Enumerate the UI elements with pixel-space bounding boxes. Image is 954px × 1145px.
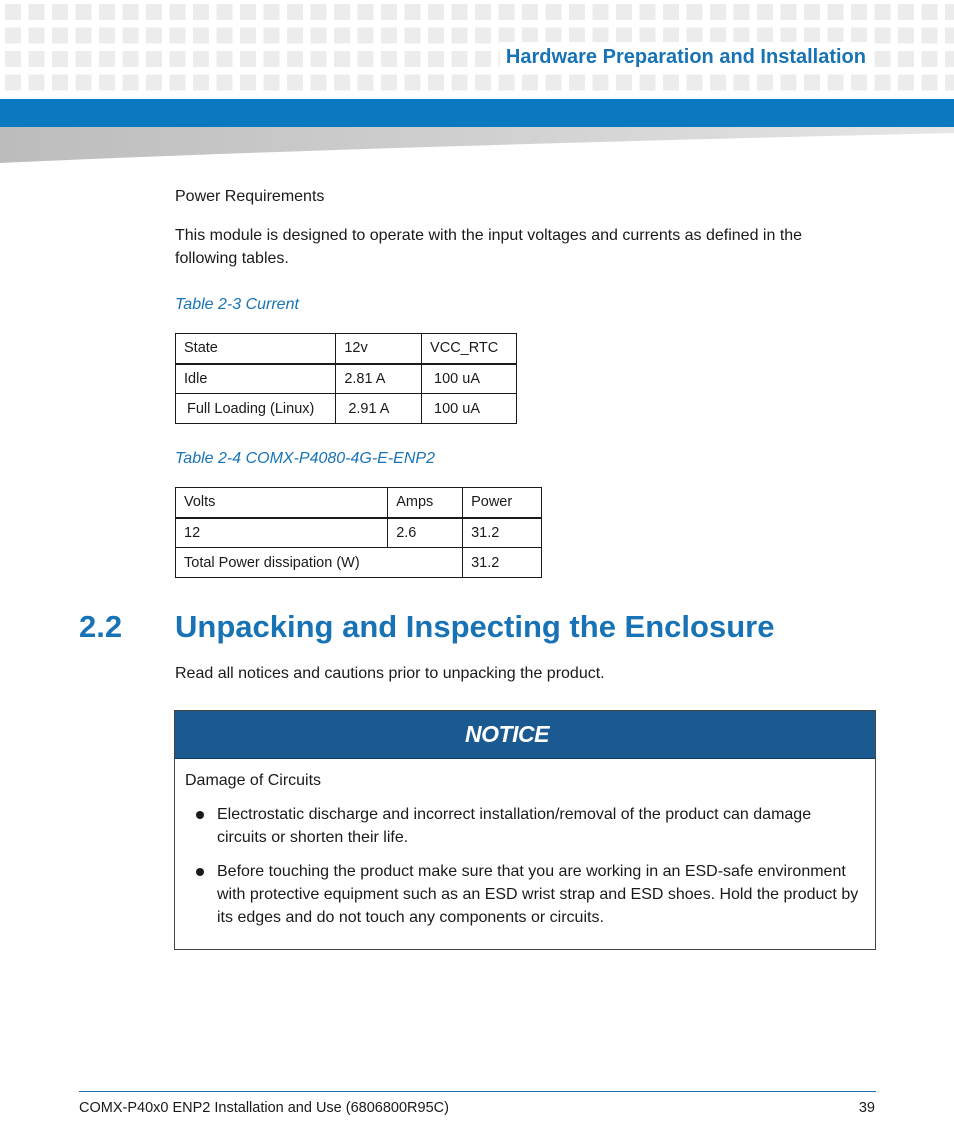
footer-page-number: 39: [858, 1100, 875, 1116]
table-current-caption: Table 2-3 Current: [175, 296, 299, 313]
table-row: [176, 488, 542, 518]
table-cell: 2.91 A: [336, 394, 422, 424]
notice-heading: Damage of Circuits: [185, 772, 322, 789]
table-header-cell: Volts: [176, 488, 388, 518]
table-header-cell: VCC_RTC: [422, 334, 517, 364]
table-cell: 31.2: [463, 518, 542, 548]
table-cell: 100 uA: [422, 364, 517, 394]
table-cell: Idle: [176, 364, 336, 394]
table-cell: 2.6: [388, 518, 463, 548]
table-power-caption: Table 2-4 COMX-P4080-4G-E-ENP2: [175, 450, 435, 467]
notice-bullet-text: Before touching the product make sure that you are working in an ESD-safe environment with protective equipment such as an ESD wrist strap and ESD shoes. Hold the product by its edges and do not touch any components or circuits.: [217, 863, 859, 926]
table-cell: 2.81 A: [336, 364, 422, 394]
header-blue-band: [0, 99, 954, 127]
table-row: [176, 518, 542, 548]
list-item: [185, 803, 865, 849]
table-row: [176, 334, 517, 364]
table-header-cell: Power: [463, 488, 542, 518]
notice-box: [174, 710, 876, 950]
table-total-label: Total Power dissipation (W): [176, 548, 463, 578]
footer-doc-title: COMX-P40x0 ENP2 Installation and Use (6806800R95C): [79, 1100, 449, 1116]
notice-header: [175, 711, 875, 759]
notice-label: NOTICE: [465, 721, 549, 747]
section-title: Unpacking and Inspecting the Enclosure: [175, 609, 775, 644]
footer-rule: [79, 1091, 876, 1092]
bullet-icon: [196, 811, 204, 819]
table-current: [175, 333, 517, 424]
table-power: [175, 487, 542, 578]
section-intro: Read all notices and cautions prior to unpacking the product.: [175, 665, 605, 682]
table-cell: 12: [176, 518, 388, 548]
power-heading: Power Requirements: [175, 188, 325, 205]
notice-bullet-text: Electrostatic discharge and incorrect installation/removal of the product can damage circuits or shorten their life.: [217, 806, 812, 846]
notice-body: [175, 759, 875, 929]
table-row: [176, 548, 542, 578]
power-intro: This module is designed to operate with the input voltages and currents as defined in the following tables.: [175, 227, 803, 267]
header-grey-swoosh: [0, 127, 954, 163]
table-cell: Full Loading (Linux): [176, 394, 336, 424]
section-number: 2.2: [79, 609, 123, 644]
table-header-cell: Amps: [388, 488, 463, 518]
table-cell: 100 uA: [422, 394, 517, 424]
table-row: [176, 364, 517, 394]
running-header-title: Hardware Preparation and Installation: [500, 42, 872, 72]
table-row: [176, 394, 517, 424]
table-header-cell: State: [176, 334, 336, 364]
table-total-value: 31.2: [463, 548, 542, 578]
bullet-icon: [196, 868, 204, 876]
table-header-cell: 12v: [336, 334, 422, 364]
list-item: [185, 860, 865, 929]
